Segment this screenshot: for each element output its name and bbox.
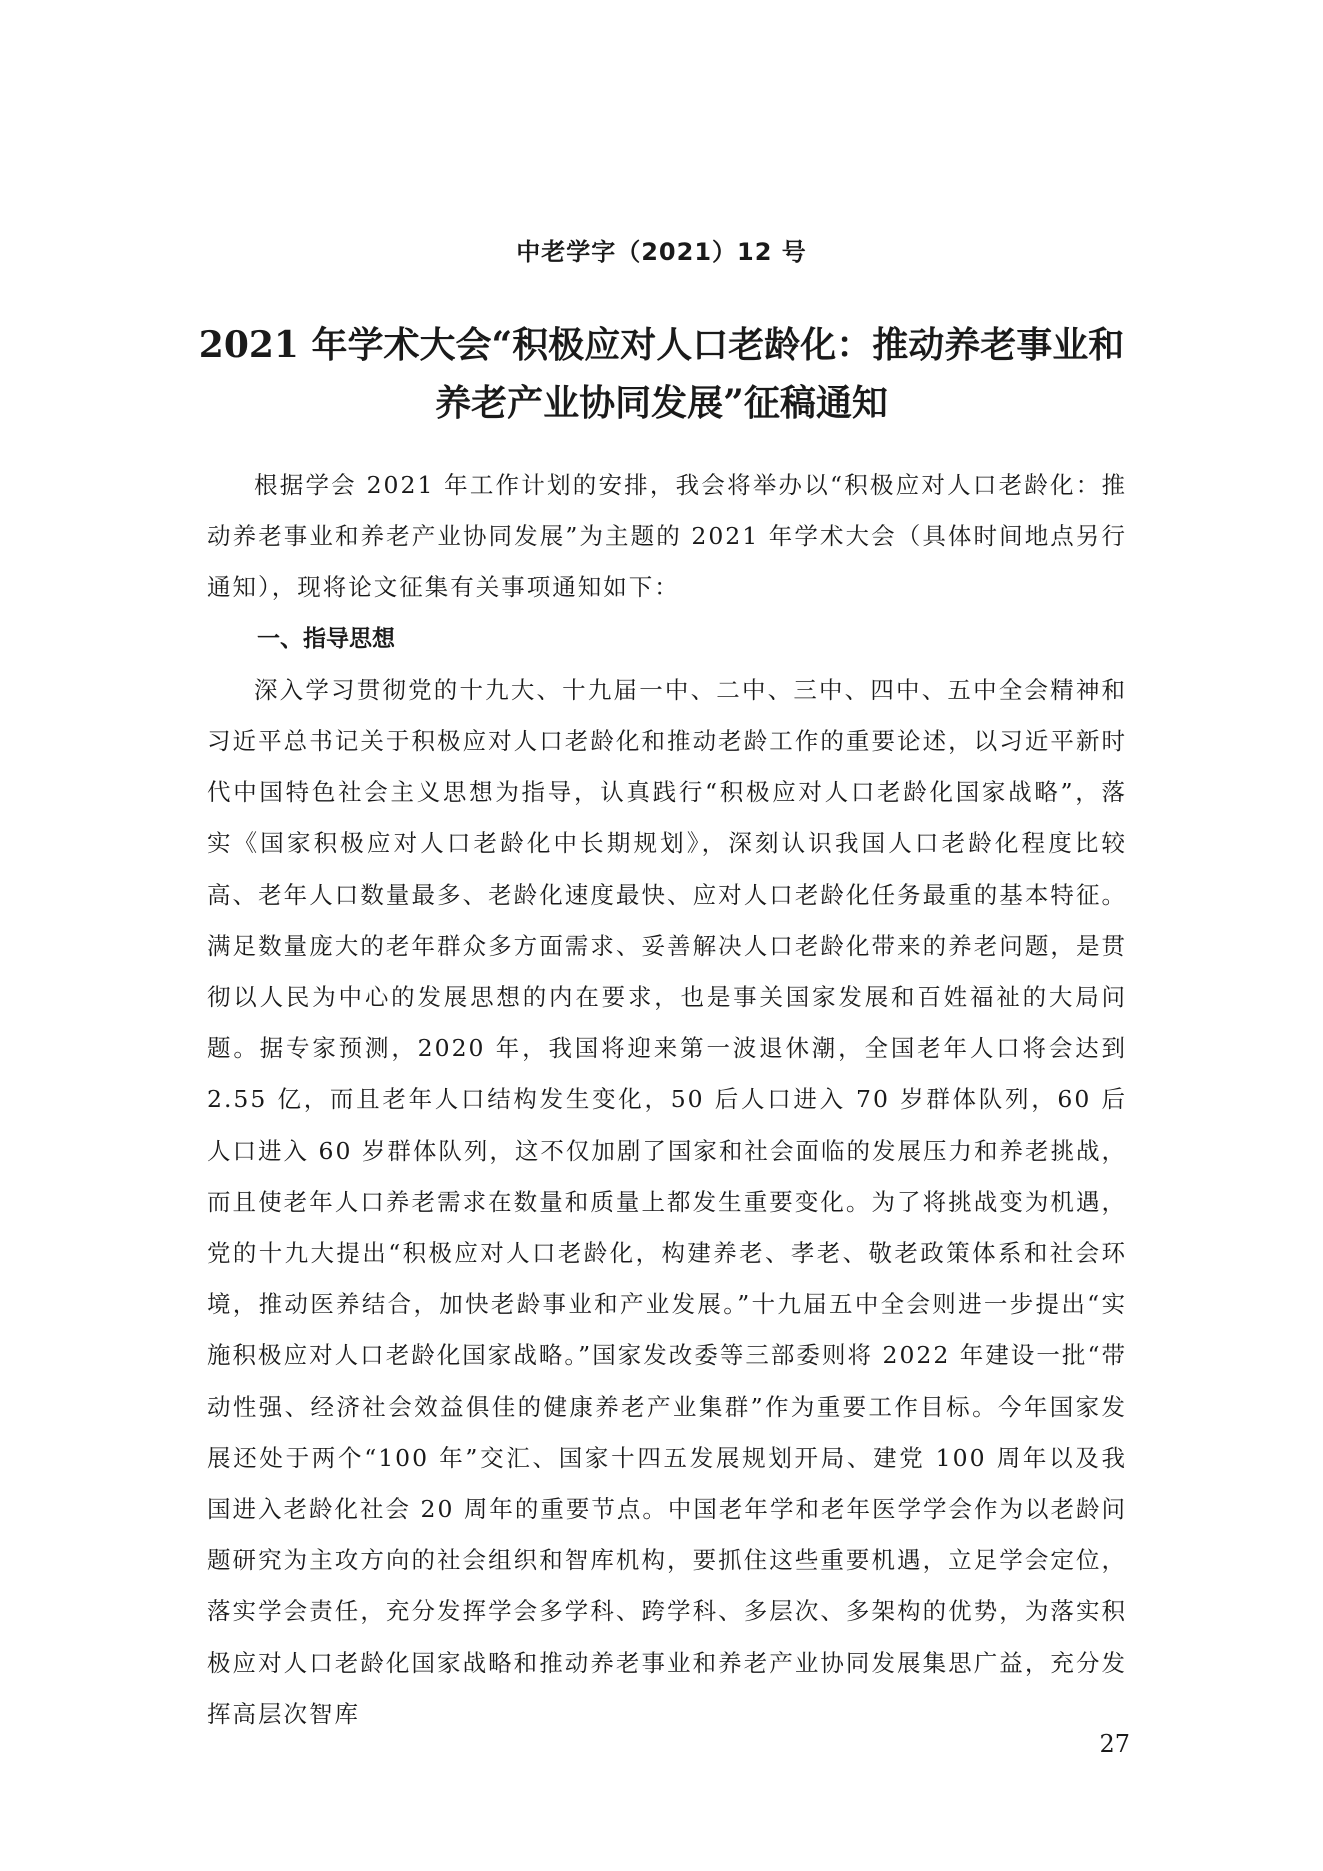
intro-paragraph: 根据学会 2021 年工作计划的安排，我会将举办以“积极应对人口老龄化：推动养老事业和养老产业协同发展”为主题的 2021 年学术大会（具体时间地点另行通知），现将论文征集有关事项通知如下： [207, 471, 1127, 602]
page-number: 27 [1099, 1730, 1130, 1758]
guiding-ideology-paragraph: 深入学习贯彻党的十九大、十九届一中、二中、三中、四中、五中全会精神和习近平总书记关于积极应对人口老龄化和推动老龄工作的重要论述，以习近平新时代中国特色社会主义思想为指导，认真践行“积极应对人口老龄化国家战略”，落实《国家积极应对人口老龄化中长期规划》，深刻认识我国人口老龄化程度比较高、老年人口数量最多、老龄化速度最快、应对人口老龄化任务最重的基本特征。满足数量庞大的老年群众多方面需求、妥善解决人口老龄化带来的养老问题，是贯彻以人民为中心的发展思想的内在要求，也是事关国家发展和百姓福祉的大局问题。据专家预测，2020 年，我国将迎来第一波退休潮，全国老年人口将会达到 2.55 亿，而且老年人口结构发生变化，50 后人口进入 70 岁群体队列，60 后人口进入 60 岁群体队列，这不仅加剧了国家和社会面临的发展压力和养老挑战，而且使老年人口养老需求在数量和质量上都发生重要变化。为了将挑战变为机遇，党的十九大提出“积极应对人口老龄化，构建养老、孝老、敬老政策体系和社会环境，推动医养结合，加快老龄事业和产业发展。”十九届五中全会则进一步提出“实施积极应对人口老龄化国家战略。”国家发改委等三部委则将 2022 年建设一批“带动性强、经济社会效益俱佳的健康养老产业集群”作为重要工作目标。今年国家发展还处于两个“100 年”交汇、国家十四五发展规划开局、建党 100 周年以及我国进入老龄化社会 20 周年的重要节点。中国老年学和老年医学学会作为以老龄问题研究为主攻方向的社会组织和智库机构，要抓住这些重要机遇，立足学会定位，落实学会责任，充分发挥学会多学科、跨学科、多层次、多架构的优势，为落实积极应对人口老龄化国家战略和推动养老事业和养老产业协同发展集思广益，充分发挥高层次智库 [207, 675, 1127, 1728]
document-title [180, 316, 1143, 432]
document-body [207, 460, 1127, 1740]
section-heading-guiding-ideology: 一、指导思想 [257, 625, 395, 652]
title-line-2: 养老产业协同发展”征稿通知 [435, 382, 888, 424]
document-number: 中老学字（2021）12 号 [516, 238, 807, 266]
title-line-1: 2021 年学术大会“积极应对人口老龄化：推动养老事业和 [198, 324, 1125, 366]
